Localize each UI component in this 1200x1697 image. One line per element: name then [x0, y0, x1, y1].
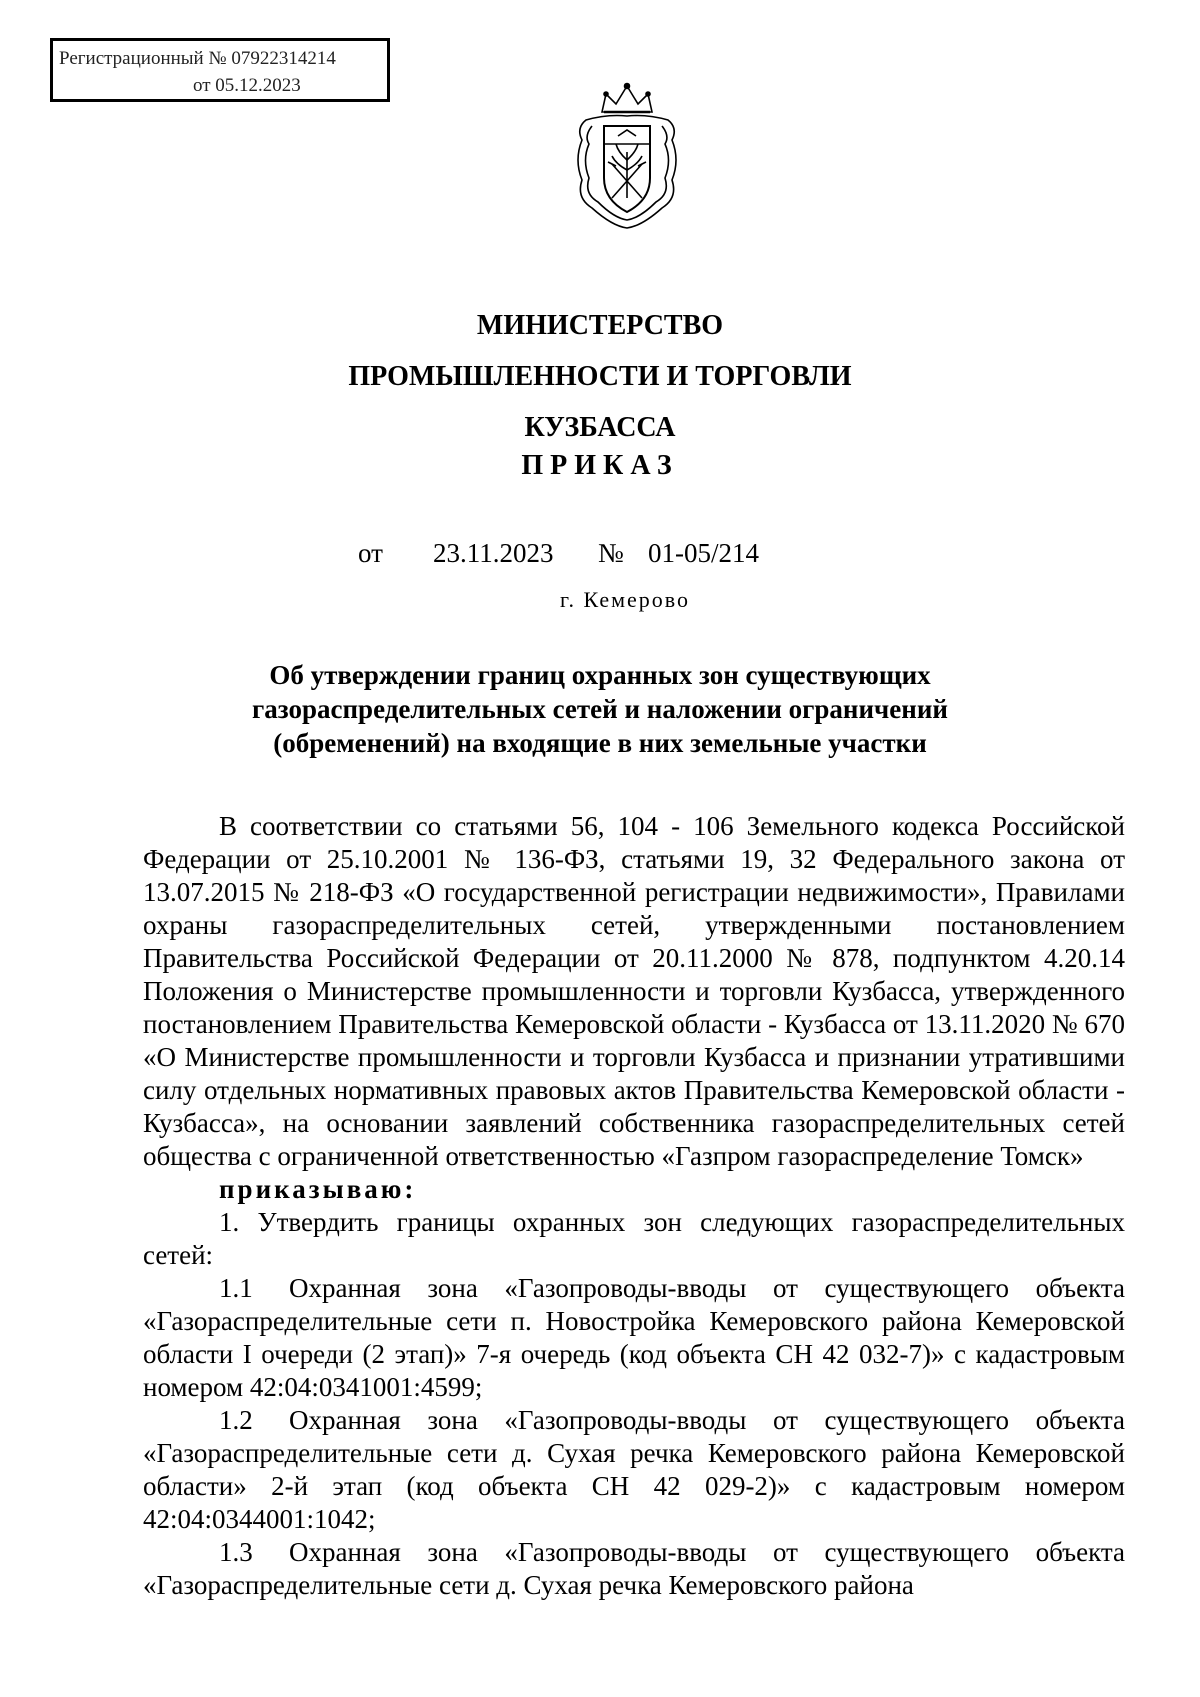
number-label: №	[598, 538, 624, 568]
city: г. Кемерово	[559, 587, 691, 612]
document-body	[143, 810, 1125, 1602]
sub-item-number: 1.1	[219, 1273, 253, 1303]
sub-item-1-2	[143, 1404, 1125, 1536]
sub-item-number: 1.3	[219, 1537, 253, 1567]
sub-item-text: Охранная зона «Газопроводы-вводы от существующего объекта «Газораспределительные сети д. Сухая речка Кемеровского района	[143, 1537, 1125, 1600]
sub-item-1-3	[143, 1536, 1125, 1602]
order-word: приказываю:	[219, 1174, 417, 1204]
registration-stamp	[50, 38, 390, 102]
order-number: 01-05/214	[648, 538, 759, 568]
sub-item-text: Охранная зона «Газопроводы-вводы от существующего объекта «Газораспределительные сети д. Сухая речка Кемеровского района Кемеровской области» 2-й этап (код объекта СН 42 029-2)» с кадастровым номером 42:04:0344001:1042;	[143, 1405, 1125, 1534]
sub-item-number: 1.2	[219, 1405, 253, 1435]
ministry-line-1: МИНИСТЕРСТВО	[476, 310, 724, 341]
date-label: от	[358, 538, 383, 568]
sub-item-1-1	[143, 1272, 1125, 1404]
ministry-name	[0, 300, 1200, 453]
ministry-line-3: КУЗБАССА	[524, 412, 676, 443]
registration-number: Регистрационный № 07922314214	[59, 48, 336, 69]
subject-line-1: Об утверждении границ охранных зон существующих	[269, 660, 931, 690]
kuzbass-coat-of-arms-icon	[572, 80, 682, 230]
subject-title	[0, 658, 1200, 760]
sub-item-text: Охранная зона «Газопроводы-вводы от существующего объекта «Газораспределительные сети п. Новостройка Кемеровского района Кемеровской области I очереди (2 этап)» 7-я очередь (код объекта СН 42 032-7)» с кадастровым номером 42:04:0341001:4599;	[143, 1273, 1125, 1402]
order-date: 23.11.2023	[433, 538, 554, 568]
item-1: 1. Утвердить границы охранных зон следующих газораспределительных сетей:	[143, 1207, 1125, 1270]
subject-line-2: газораспределительных сетей и наложении ограничений	[252, 694, 948, 724]
preamble-paragraph: В соответствии со статьями 56, 104 - 106 Земельного кодекса Российской Федерации от 25.10.2001 № 136-ФЗ, статьями 19, 32 Федерального закона от 13.07.2015 № 218-ФЗ «О государственной регистрации недвижимости», Правилами охраны газораспределительных сетей, утвержденными постановлением Правительства Российской Федерации от 20.11.2000 № 878, подпунктом 4.20.14 Положения о Министерстве промышленности и торговли Кузбасса, утвержденного постановлением Правительства Кемеровской области - Кузбасса от 13.11.2020 № 670 «О Министерстве промышленности и торговли Кузбасса и признании утратившими силу отдельных нормативных правовых актов Правительства Кемеровской области - Кузбасса», на основании заявлений собственника газораспределительных сетей общества с ограниченной ответственностью «Газпром газораспределение Томск»	[143, 811, 1125, 1171]
ministry-line-2: ПРОМЫШЛЕННОСТИ И ТОРГОВЛИ	[348, 361, 852, 392]
subject-line-3: (обременений) на входящие в них земельные участки	[273, 728, 927, 758]
document-type: ПРИКАЗ	[521, 450, 679, 481]
registration-date: от 05.12.2023	[193, 75, 301, 96]
